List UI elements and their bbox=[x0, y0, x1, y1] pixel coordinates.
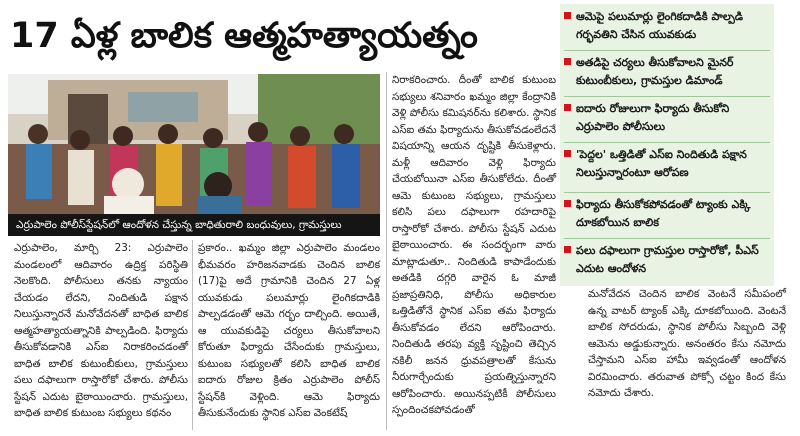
bullet-marker-icon bbox=[564, 104, 571, 111]
highlight-separator bbox=[564, 50, 770, 51]
article-column-4 bbox=[588, 286, 786, 402]
article-text-col2: ప్రకారం.. ఖమ్మం జిల్లా ఎర్రుపాలెం మండలం భీమవరం హరిజనవాడకు చెందిన బాలిక (17)పై అదే గ్రామానికి చెందిన 27 ఏళ్ల యువకుడు పలుమార్లు లైంగికదాడికి పాల్పడడంతో ఆమె గర్భం దాల్చింది. అయితే, ఆ యువకుడిపై చర్యలు తీసుకోవాలని కోరుతూ ఫిర్యాదు చేసేందుకు గ్రామస్తులు, కుటుంబ సభ్యులతో కలిసి బాధిత బాలిక ఐదారు రోజుల క్రితం ఎర్రుపాలెం పోలీస్ స్టేషన్‌కి వెళ్లింది. ఆమె ఫిర్యాదు తీసుకునేందుకు స్థానిక ఎస్ఐ వెంకటేష్ bbox=[198, 242, 380, 419]
column-divider bbox=[192, 240, 193, 430]
highlights-box bbox=[560, 4, 774, 286]
article-column-1 bbox=[14, 240, 188, 422]
bullet-marker-icon bbox=[564, 246, 571, 253]
highlight-text: పలు దఫాలుగా గ్రామస్తుల రాస్తారోకో, పీఎస్ ఎదుట ఆందోళన bbox=[576, 244, 759, 275]
bullet-marker-icon bbox=[564, 200, 571, 207]
news-photo bbox=[8, 74, 380, 214]
article-column-3 bbox=[392, 72, 556, 419]
column-divider bbox=[386, 72, 387, 430]
highlight-separator bbox=[564, 192, 770, 193]
bullet-marker-icon bbox=[564, 58, 571, 65]
bullet-marker-icon bbox=[564, 150, 571, 157]
highlight-separator bbox=[564, 142, 770, 143]
highlight-separator bbox=[564, 238, 770, 239]
highlight-text: ఐదారు రోజులుగా ఫిర్యాదు తీసుకోని ఎర్రుపాలెం పోలీసులు bbox=[576, 102, 730, 133]
highlight-text: అతడిపై చర్యలు తీసుకోవాలని మైనర్ కుటుంబీకులు, గ్రామస్తుల డిమాండ్ bbox=[576, 56, 734, 87]
article-text-col4: మనోవేదన చెందిన బాలిక వెంటనే సమీపంలో ఉన్న వాటర్ ట్యాంక్ ఎక్కి దూకబోయింది. వెంటనే బాలిక సోదరుడు, స్థానిక పోలీసు సిబ్బంది వెళ్లి ఆమెను అడ్డుకున్నారు. అనంతరం కేసు నమోదు చేస్తామని ఎస్ఐ హామీ ఇవ్వడంతో ఆందోళన విరమించారు. తరువాత పోక్సో చట్టం కింద కేసు నమోదు చేశారు. bbox=[588, 288, 786, 399]
bullet-marker-icon bbox=[564, 12, 571, 19]
article-column-2 bbox=[198, 240, 380, 422]
crowd-photo-illustration bbox=[8, 74, 380, 214]
article-text-col3: నిరాకరించారు. దీంతో బాలిక కుటుంబ సభ్యులు శనివారం ఖమ్మం జిల్లా కేంద్రానికి వెళ్లి పోలీసు కమిషనర్‌ను కలిశారు. స్థానిక ఎస్ఐ తమ ఫిర్యాదును తీసుకోవడంలేదనే విషయాన్ని ఆయన దృష్టికి తీసుకెళ్లారు. మళ్లీ ఆదివారం వెళ్లి ఫిర్యాదు చేయబోయినా ఎస్ఐ తీసుకోలేదు. దీంతో ఆమె కుటుంబ సభ్యులు, గ్రామస్తులు కలిసి పలు దఫాలుగా రహదారిపై రాస్తారోకో చేశారు. పోలీసు స్టేషన్ ఎదుట బైఠాయించారు. ఈ సందర్భంగా వారు మాట్లాడుతూ.. నిందితుడి కాపాడేందుకు అతడికి దగ్గరి వారైన ఓ మాజీ ప్రజాప్రతినిధి, పోలీసు అధికారుల ఒత్తిడితోనే స్థానిక ఎస్ఐ తమ ఫిర్యాదు తీసుకోవడం లేదని ఆరోపించారు. నిందితుడి తరపు వ్యక్తి సృష్టించి తెచ్చిన నకిలీ జనన ధ్రువపత్రాలతో కేసును నీరుగార్చేందుకు ప్రయత్నిస్తున్నారని ఆరోపించారు. అయినప్పటికీ పోలీసులు స్పందించకపోవడంతో bbox=[392, 74, 556, 416]
photo-caption: ఎర్రుపాలెం పోలీస్‌స్టేషన్‌లో ఆందోళన చేస్తున్న బాధితురాలి బంధువులు, గ్రామస్తులు bbox=[8, 214, 380, 236]
highlight-text: ఆమెపై పలుమార్లు లైంగికదాడికి పాల్పడి గర్భవతిని చేసిన యువకుడు bbox=[576, 10, 744, 41]
highlight-separator bbox=[564, 96, 770, 97]
article-text-col1: ఎర్రుపాలెం, మార్చి 23: ఎర్రుపాలెం మండలంలో ఆదివారం ఉద్రిక్త పరిస్థితి నెలకొంది. పోలీసులు తనకు న్యాయం చేయడం లేదని, నిందితుడి పక్షాన నిలుస్తున్నారనే మనోవేదనతో బాధిత బాలిక ఆత్మహత్యాయత్నానికి పాల్పడింది. ఫిర్యాదు తీసుకోవడానికి ఎస్ఐ నిరాకరించడంతో బాధిత బాలిక కుటుంబీకులు, గ్రామస్తులు పలు దఫాలుగా రాస్తారోకో చేశారు. పోలీసు స్టేషన్ ఎదుట బైఠాయించారు. గ్రామస్తులు, బాధిత బాలిక కుటుంబ సభ్యులు కథనం bbox=[14, 242, 188, 419]
highlight-text: ఫిర్యాదు తీసుకోకపోవడంతో ట్యాంకు ఎక్కి దూకబోయిన బాలిక bbox=[576, 198, 751, 229]
highlight-text: 'పెద్దల' ఒత్తిడితో ఎస్ఐ నిందితుడి పక్షాన నిలుస్తున్నారంటూ ఆరోపణ bbox=[576, 148, 747, 179]
headline: 17 ఏళ్ల బాలిక ఆత్మహత్యాయత్నం bbox=[10, 16, 478, 56]
